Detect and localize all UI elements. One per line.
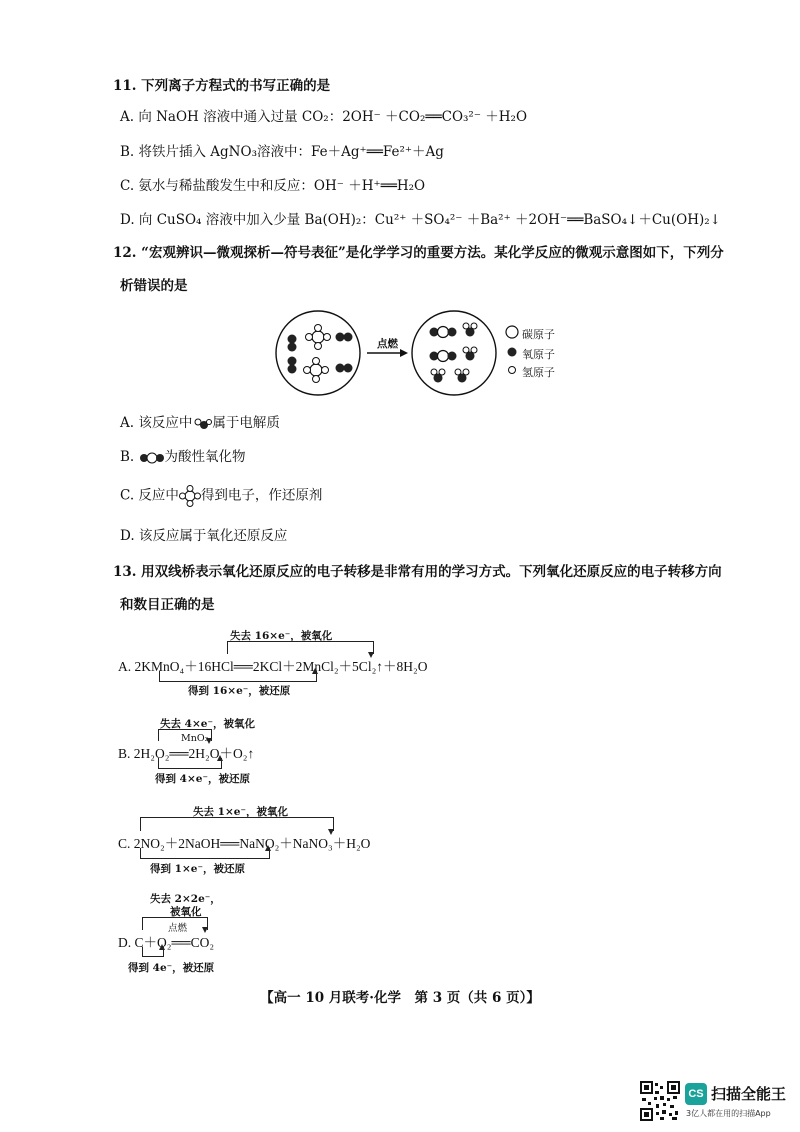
q13-d-condition: 点燃	[168, 923, 188, 934]
q13-b-top-label: 失去 4×e⁻，被氧化	[160, 718, 255, 730]
qr-code-icon	[640, 1081, 680, 1121]
q12-stem-line2: 析错误的是	[120, 278, 188, 294]
watermark-subtitle: 3亿人都在用的扫描App	[686, 1109, 771, 1118]
legend-oxygen-atom	[508, 348, 517, 357]
q12-option-c-post: 得到电子，作还原剂	[200, 487, 323, 504]
carbon-dioxide-molecule	[430, 327, 457, 338]
q12-option-a	[120, 414, 280, 432]
q13-b-equation: B. 2H₂O₂══2H₂O＋O₂↑	[118, 746, 255, 761]
water-molecule	[463, 347, 477, 361]
camscanner-logo: CS	[685, 1083, 707, 1105]
q12-option-b-pre: B.	[120, 449, 139, 465]
methane-molecule	[304, 358, 329, 383]
legend-hydrogen-label: 氢原子	[522, 366, 555, 379]
q13-a-top-label: 失去 16×e⁻，被氧化	[230, 630, 333, 642]
q13-b-bottom-bracket	[158, 758, 222, 769]
q13-c-bottom-bracket	[140, 848, 270, 859]
q13-a-bottom-bracket	[159, 671, 317, 682]
oxygen-molecule	[288, 357, 297, 374]
q11-option-c: C. 氨水与稀盐酸发生中和反应：OH⁻ ＋H⁺══H₂O	[120, 178, 426, 194]
q13-d-bottom-label: 得到 4e⁻，被还原	[128, 962, 215, 974]
arrow-up-icon	[159, 944, 165, 950]
q12-option-b-post: 为酸性氧化物	[164, 449, 246, 465]
water-molecule	[455, 369, 469, 383]
water-molecule	[431, 369, 445, 383]
q13-a-top-bracket	[227, 641, 374, 654]
q12-stem-line1: 12. “宏观辨识—微观探析—符号表征”是化学学习的重要方法。某化学反应的微观示意图如下，下列分	[113, 245, 724, 261]
q12-option-a-post: 属于电解质	[212, 415, 280, 431]
q13-b-bottom-label: 得到 4×e⁻，被还原	[155, 773, 250, 785]
methane-icon	[179, 485, 201, 507]
q13-c-bottom-label: 得到 1×e⁻，被还原	[150, 863, 245, 875]
legend-carbon-label: 碳原子	[522, 328, 555, 341]
oxygen-molecule-icon	[192, 418, 212, 430]
q12-option-a-pre: A. 该反应中	[120, 415, 193, 431]
arrow-up-icon	[312, 668, 318, 674]
q12-option-b	[120, 448, 246, 466]
arrow-up-icon	[265, 845, 271, 851]
q12-option-c-pre: C. 反应中	[120, 487, 179, 504]
watermark-brand: 扫描全能王	[711, 1085, 787, 1103]
legend-carbon-atom	[506, 326, 518, 338]
q11-option-a: A. 向 NaOH 溶液中通入过量 CO₂：2OH⁻ ＋CO₂══CO₃²⁻ ＋H₂O	[120, 109, 528, 125]
oxygen-molecule	[336, 333, 353, 342]
q13-stem-line2: 和数目正确的是	[120, 597, 215, 613]
q11-option-d: D. 向 CuSO₄ 溶液中加入少量 Ba(OH)₂：Cu²⁺ ＋SO₄²⁻ ＋Ba²⁺ ＋2OH⁻══BaSO₄↓＋Cu(OH)₂↓	[120, 212, 721, 228]
q13-b-condition: MnO₂	[181, 733, 209, 744]
oxygen-molecule	[288, 335, 297, 352]
carbon-dioxide-molecule	[430, 351, 457, 362]
page-footer: 【高一 10 月联考·化学 第 3 页（共 6 页）】	[260, 990, 540, 1006]
q13-c-top-bracket	[140, 817, 334, 831]
arrow-up-icon	[217, 755, 223, 761]
q13-c-equation: C. 2NO₂＋2NaOH══NaNO₂＋NaNO₃＋H₂O	[118, 836, 371, 851]
oxygen-molecule	[336, 364, 353, 373]
q13-d-top-label-1: 失去 2×2e⁻，	[150, 893, 221, 905]
q13-c-top-label: 失去 1×e⁻，被氧化	[193, 806, 288, 818]
legend-hydrogen-atom	[509, 367, 516, 374]
q11-option-b: B. 将铁片插入 AgNO₃溶液中：Fe＋Ag⁺══Fe²⁺＋Ag	[120, 144, 444, 160]
q13-d-top-label-2: 被氧化	[170, 906, 202, 918]
q13-a-equation: A. 2KMnO₄＋16HCl══2KCl＋2MnCl₂＋5Cl₂↑＋8H₂O	[118, 659, 428, 674]
q13-stem-line1: 13. 用双线桥表示氧化还原反应的电子转移是非常有用的学习方式。下列氧化还原反应的电子转移方向	[113, 564, 722, 580]
q13-d-equation: D. C＋O₂══CO₂	[118, 935, 215, 950]
water-molecule	[463, 323, 477, 337]
q12-option-d: D. 该反应属于氧化还原反应	[120, 528, 288, 544]
legend-oxygen-label: 氧原子	[522, 348, 555, 361]
diagram-arrow-label: 点燃	[377, 338, 398, 350]
q11-stem: 11. 下列离子方程式的书写正确的是	[113, 78, 331, 94]
q12-option-c	[120, 485, 322, 507]
q13-a-bottom-label: 得到 16×e⁻，被还原	[188, 685, 291, 697]
carbon-dioxide-icon	[139, 452, 165, 464]
methane-molecule	[306, 325, 331, 350]
